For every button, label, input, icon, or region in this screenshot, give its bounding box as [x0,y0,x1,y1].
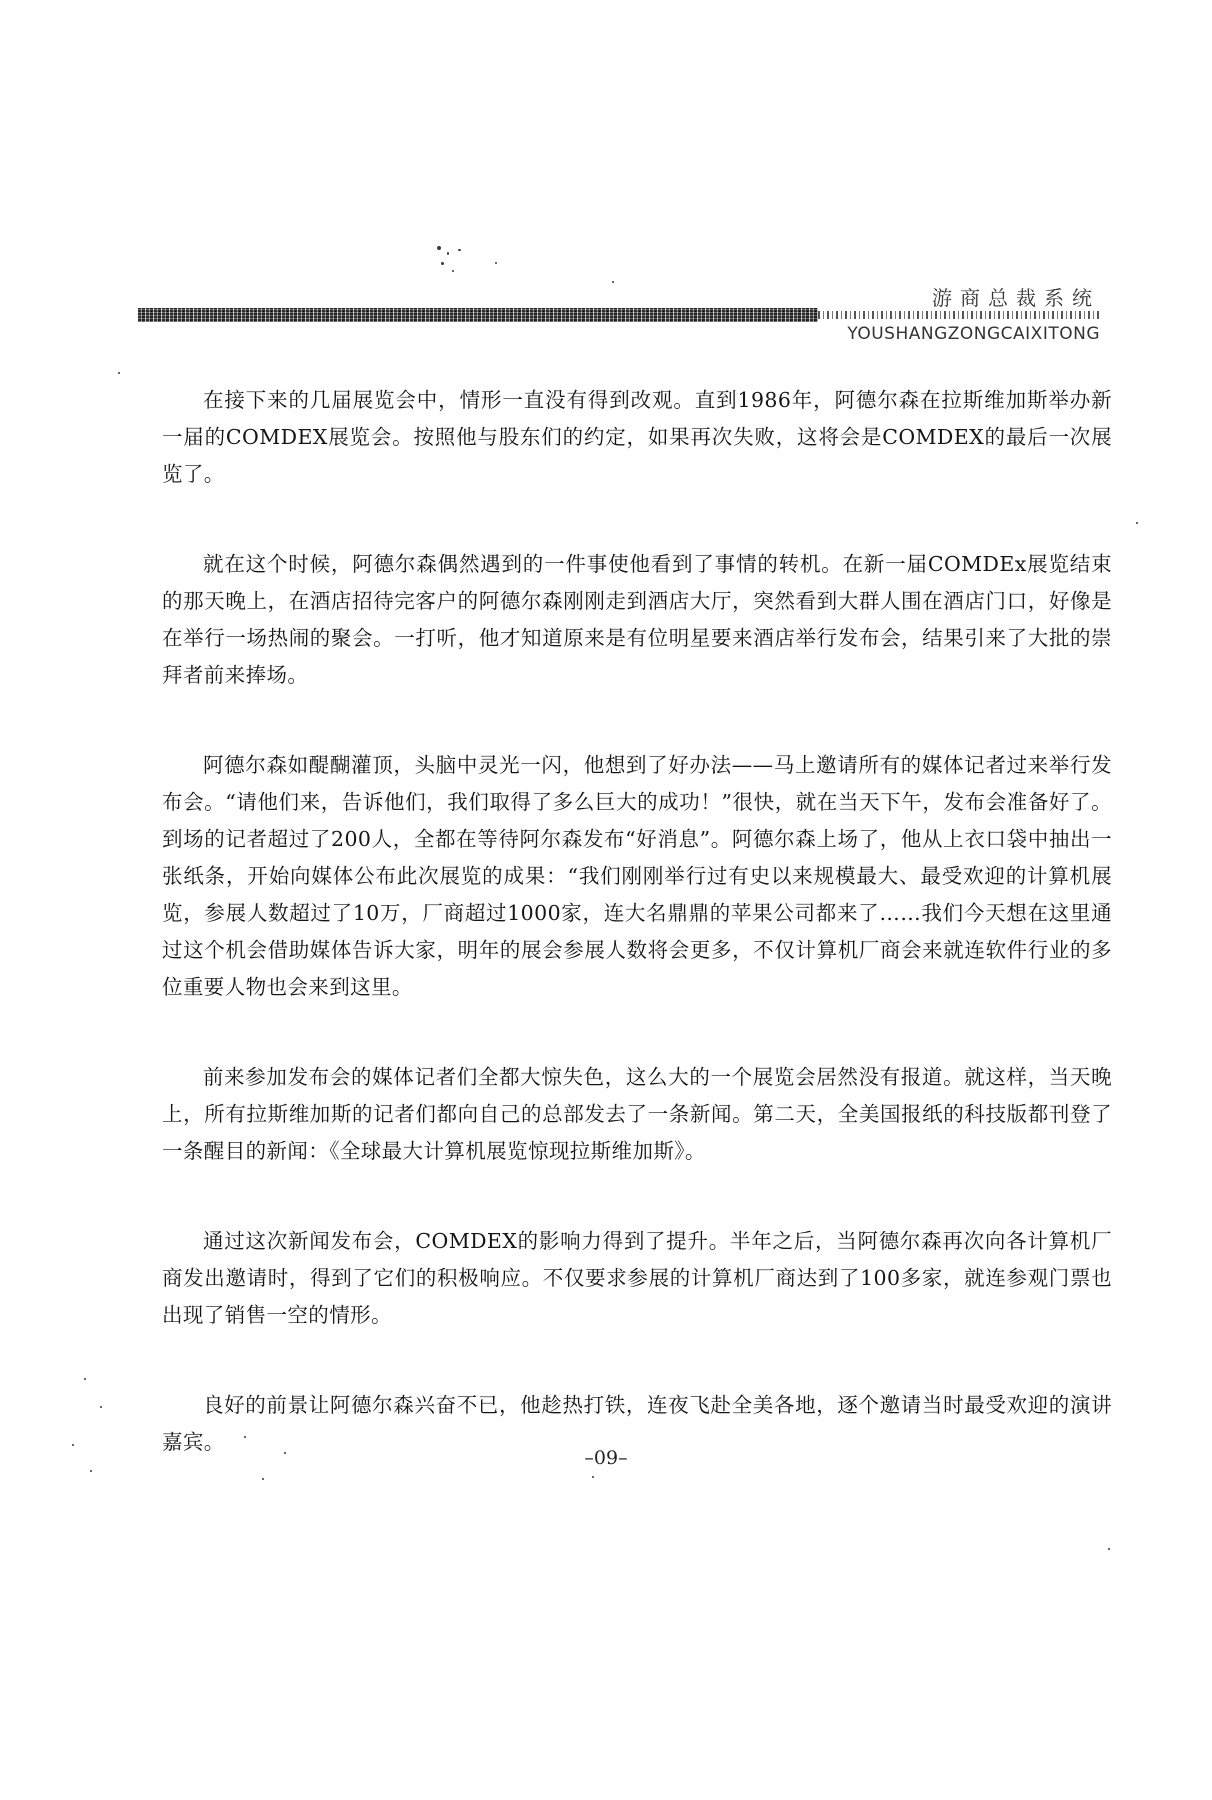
header-band-fade [818,311,1100,319]
body-text [162,382,1112,1514]
scan-speck [437,246,441,250]
paragraph: 通过这次新闻发布会，COMDEX的影响力得到了提升。半年之后，当阿德尔森再次向各计算机厂商发出邀请时，得到了它们的积极响应。不仅要求参展的计算机厂商达到了100多家，就连参观门票也出现了销售一空的情形。 [162,1229,1112,1327]
header-decorative-band [138,308,1100,322]
scan-speck [90,1470,92,1472]
scan-speck [72,1444,74,1446]
scan-speck [100,1406,102,1408]
header-subtitle: YOUSHANGZONGCAIXITONG [847,324,1100,344]
scan-speck [458,249,461,251]
scan-speck [1136,522,1138,524]
paragraph: 在接下来的几届展览会中，情形一直没有得到改观。直到1986年，阿德尔森在拉斯维加斯举办新一届的COMDEX展览会。按照他与股东们的约定，如果再次失败，这将会是COMDEX的最后一次展览了。 [162,388,1112,486]
scan-speck [447,252,449,255]
scan-speck [612,281,614,283]
paragraph: 良好的前景让阿德尔森兴奋不已，他趁热打铁，连夜飞赴全美各地，逐个邀请当时最受欢迎的演讲嘉宾。 [162,1393,1112,1454]
page-number: –09– [584,1447,628,1469]
scan-speck [452,270,454,272]
scan-speck [1108,1548,1110,1550]
scan-speck [495,262,497,264]
header-title: 游商总裁系统 [932,286,1100,310]
paragraph: 阿德尔森如醍醐灌顶，头脑中灵光一闪，他想到了好办法——马上邀请所有的媒体记者过来举行发布会。“请他们来，告诉他们，我们取得了多么巨大的成功！”很快，就在当天下午，发布会准备好了。到场的记者超过了200人，全都在等待阿尔森发布“好消息”。阿德尔森上场了，他从上衣口袋中抽出一张纸条，开始向媒体公布此次展览的成果：“我们刚刚举行过有史以来规模最大、最受欢迎的计算机展览，参展人数超过了10万，厂商超过1000家，连大名鼎鼎的苹果公司都来了……我们今天想在这里通过这个机会借助媒体告诉大家，明年的展会参展人数将会更多，不仅计算机厂商会来就连软件行业的多位重要人物也会来到这里。 [162,753,1112,999]
scan-speck [441,262,444,265]
scan-speck [84,1378,86,1380]
paragraph: 前来参加发布会的媒体记者们全都大惊失色，这么大的一个展览会居然没有报道。就这样，当天晚上，所有拉斯维加斯的记者们都向自己的总部发去了一条新闻。第二天，全美国报纸的科技版都刊登了一条醒目的新闻：《全球最大计算机展览惊现拉斯维加斯》。 [162,1065,1112,1163]
paragraph: 就在这个时候，阿德尔森偶然遇到的一件事使他看到了事情的转机。在新一届COMDEx展览结束的那天晚上，在酒店招待完客户的阿德尔森刚刚走到酒店大厅，突然看到大群人围在酒店门口，好像是在举行一场热闹的聚会。一打听，他才知道原来是有位明星要来酒店举行发布会，结果引来了大批的崇拜者前来捧场。 [162,552,1112,687]
header-band-dark [138,308,818,322]
scan-speck [118,372,120,374]
